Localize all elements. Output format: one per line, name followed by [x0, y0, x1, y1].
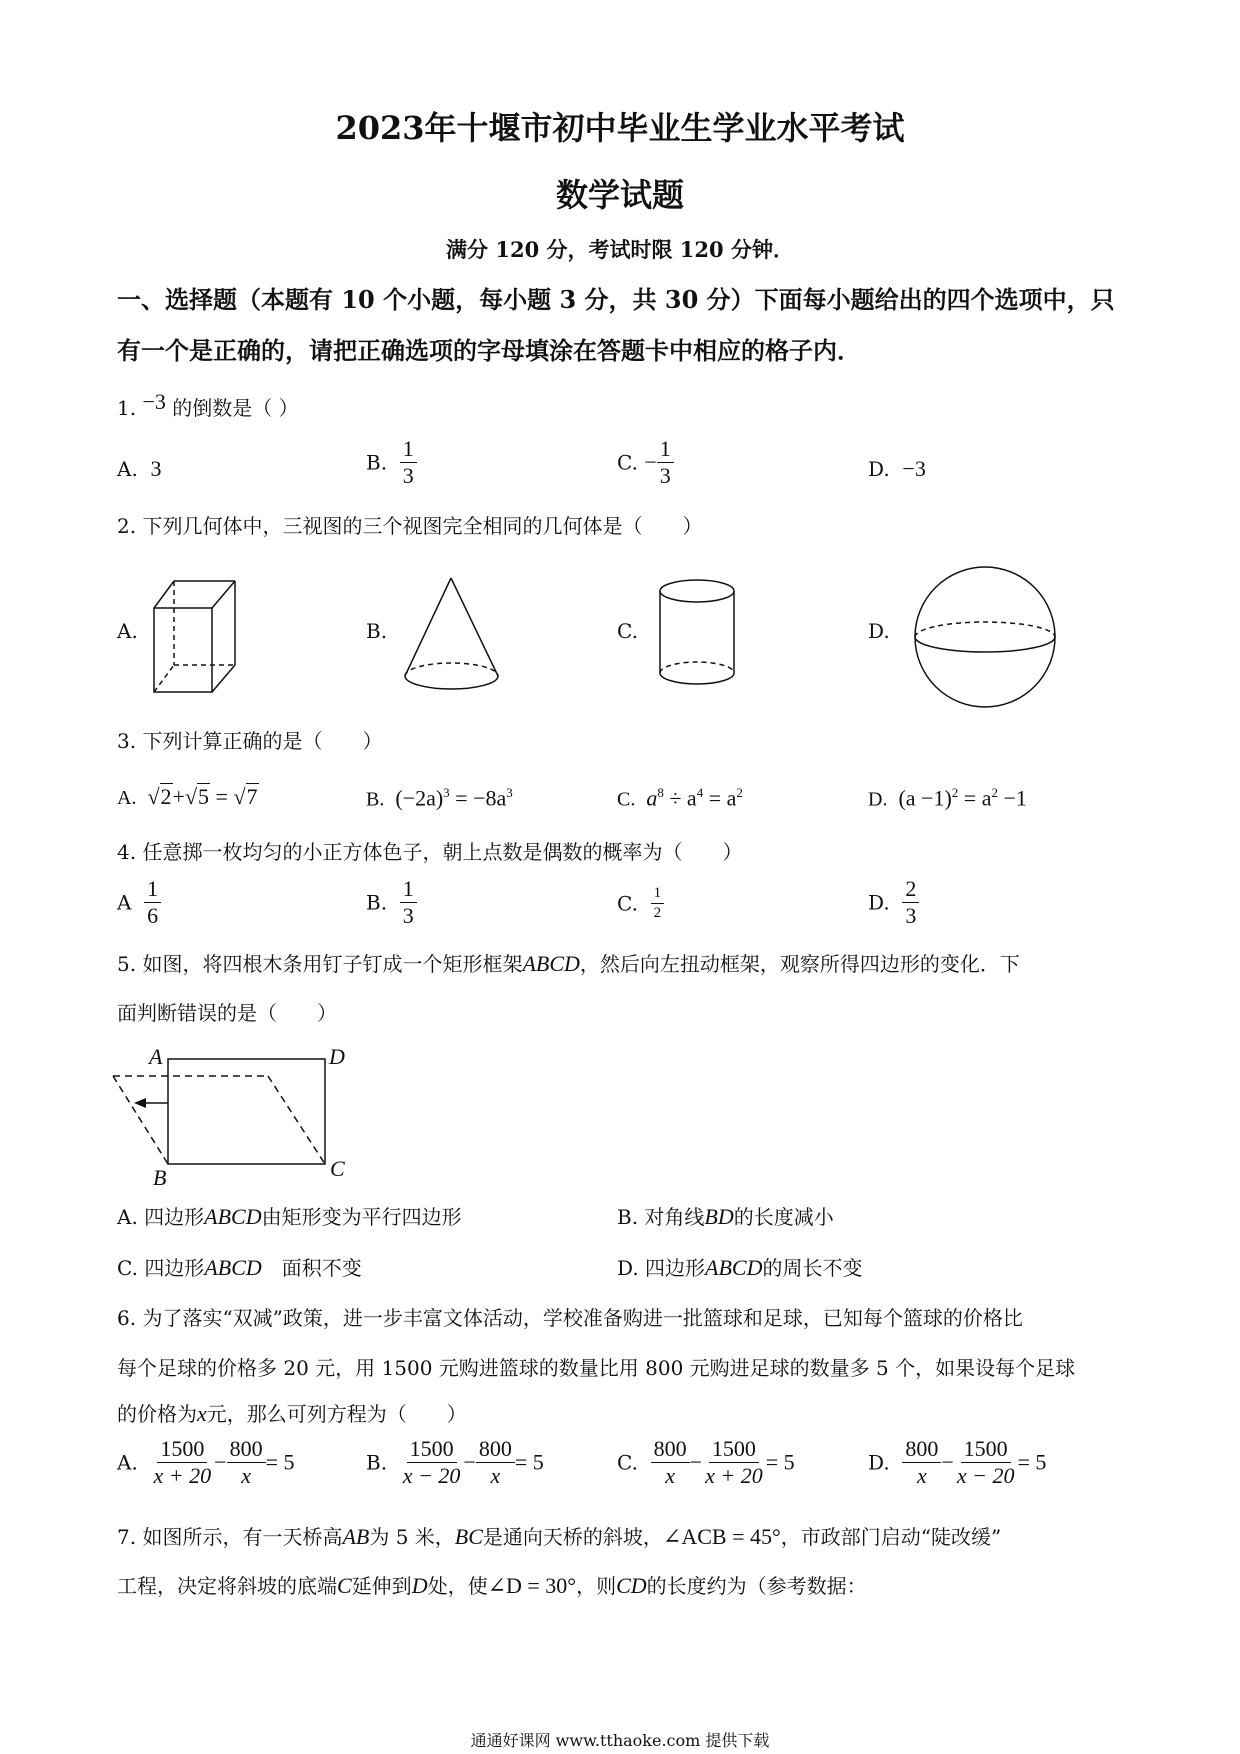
- q5-option-b[interactable]: B. 对角线BD的长度减小: [617, 1204, 834, 1229]
- exam-subtitle: 数学试题: [555, 176, 684, 214]
- section-heading-line2: 有一个是正确的，请把正确选项的字母填涂在答题卡中相应的格子内．: [117, 336, 861, 365]
- q4-option-a[interactable]: A $\frac{1}{6}$: [117, 878, 161, 927]
- q1-neg3: −3: [142, 389, 166, 414]
- question-6-line1: 6. 为了落实“双减”政策，进一步丰富文体活动，学校准备购进一批篮球和足球，已知每个篮球的价格比: [117, 1306, 1023, 1330]
- q2-option-d-label[interactable]: D.: [868, 619, 890, 643]
- q5-fig-label-a: A: [149, 1044, 163, 1069]
- q5-fig-label-c: C: [330, 1156, 345, 1181]
- cone-figure: [405, 578, 498, 689]
- question-3: 3. 下列计算正确的是（ ）: [117, 729, 383, 753]
- question-7-line2: 工程，决定将斜坡的底端C延伸到D处，使∠D = 30°，则CD的长度约为（参考数据：: [117, 1573, 867, 1598]
- q4-option-b[interactable]: B. $\frac{1}{3}$: [366, 878, 417, 927]
- q6-option-b[interactable]: B. $\frac{1500}{x - 20}$ − $\frac{800}{x}$ = 5: [366, 1436, 544, 1488]
- question-5-line2: 面判断错误的是（ ）: [117, 1001, 337, 1025]
- question-6-line2: 每个足球的价格多 20 元，用 1500 元购进篮球的数量比用 800 元购进足球的数量多 5 个，如果设每个足球: [117, 1356, 1076, 1380]
- q1-option-d[interactable]: D. −3: [868, 456, 926, 481]
- exam-info: 满分 120 分，考试时限 120 分钟．: [446, 237, 794, 262]
- section-heading-line1: 一、选择题（本题有 10 个小题，每小题 3 分，共 30 分）下面每小题给出的四个选项中，只: [117, 285, 1115, 314]
- page-footer[interactable]: 通通好课网 www.tthaoke.com 提供下载: [470, 1731, 770, 1750]
- cylinder-figure: [660, 580, 734, 684]
- q6-option-d[interactable]: D. $\frac{800}{x}$ − $\frac{1500}{x - 20}$ = 5: [868, 1436, 1047, 1488]
- question-5-line1: 5. 如图，将四根木条用钉子钉成一个矩形框架ABCD，然后向左扭动框架，观察所得四边形的变化．下: [117, 951, 1020, 976]
- question-2: 2. 下列几何体中，三视图的三个视图完全相同的几何体是（ ）: [117, 514, 703, 538]
- q2-option-b-label[interactable]: B.: [366, 619, 388, 643]
- exam-title: 2023年十堰市初中毕业生学业水平考试: [335, 109, 905, 147]
- q3-option-a[interactable]: A. √2+√5 = √7: [117, 784, 258, 809]
- q3-option-d[interactable]: D. $(a -1)^2 = a^2 -1$: [868, 785, 1027, 811]
- question-1: 1. −3 的倒数是（ ）: [117, 389, 299, 420]
- q2-option-c-label[interactable]: C.: [617, 619, 638, 643]
- q5-option-c[interactable]: C. 四边形ABCD 面积不变: [117, 1255, 362, 1280]
- q1-option-a[interactable]: A. 3: [117, 456, 162, 481]
- q5-option-a[interactable]: A. 四边形ABCD由矩形变为平行四边形: [117, 1204, 462, 1229]
- question-4: 4. 任意掷一枚均匀的小正方体色子，朝上点数是偶数的概率为（ ）: [117, 840, 743, 864]
- sphere-figure: [915, 567, 1055, 707]
- question-6-line3: 的价格为x元，那么可列方程为（ ）: [117, 1401, 467, 1426]
- q1-option-b[interactable]: B. $\frac{1}{3}$: [366, 438, 417, 487]
- q4-option-d[interactable]: D. $\frac{2}{3}$: [868, 878, 919, 927]
- q3-option-c[interactable]: C. $a^8 \div a^4 = a^2$: [617, 785, 743, 811]
- prism-figure: [154, 581, 235, 692]
- q6-option-a[interactable]: A. $\frac{1500}{x + 20}$ − $\frac{800}{x}$ = 5: [117, 1436, 295, 1488]
- q2-option-a-label[interactable]: A.: [117, 619, 138, 643]
- q5-fig-label-d: D: [329, 1044, 345, 1069]
- q3-option-b[interactable]: B. $(-2a)^3 = -8a^3$: [366, 785, 513, 811]
- q5-option-d[interactable]: D. 四边形ABCD的周长不变: [617, 1255, 863, 1280]
- q4-option-c[interactable]: C. $\frac{1}{2}$: [617, 886, 664, 921]
- question-7-line1: 7. 如图所示，有一天桥高AB为 5 米，BC是通向天桥的斜坡，∠ACB = 45°，市政部门启动“陡改缓”: [117, 1524, 1002, 1549]
- q5-fig-label-b: B: [153, 1165, 167, 1190]
- q6-option-c[interactable]: C. $\frac{800}{x}$ − $\frac{1500}{x + 20}$ = 5: [617, 1436, 795, 1488]
- q1-option-c[interactable]: C. − $\frac{1}{3}$: [617, 438, 674, 487]
- q5-figure: [113, 1059, 325, 1164]
